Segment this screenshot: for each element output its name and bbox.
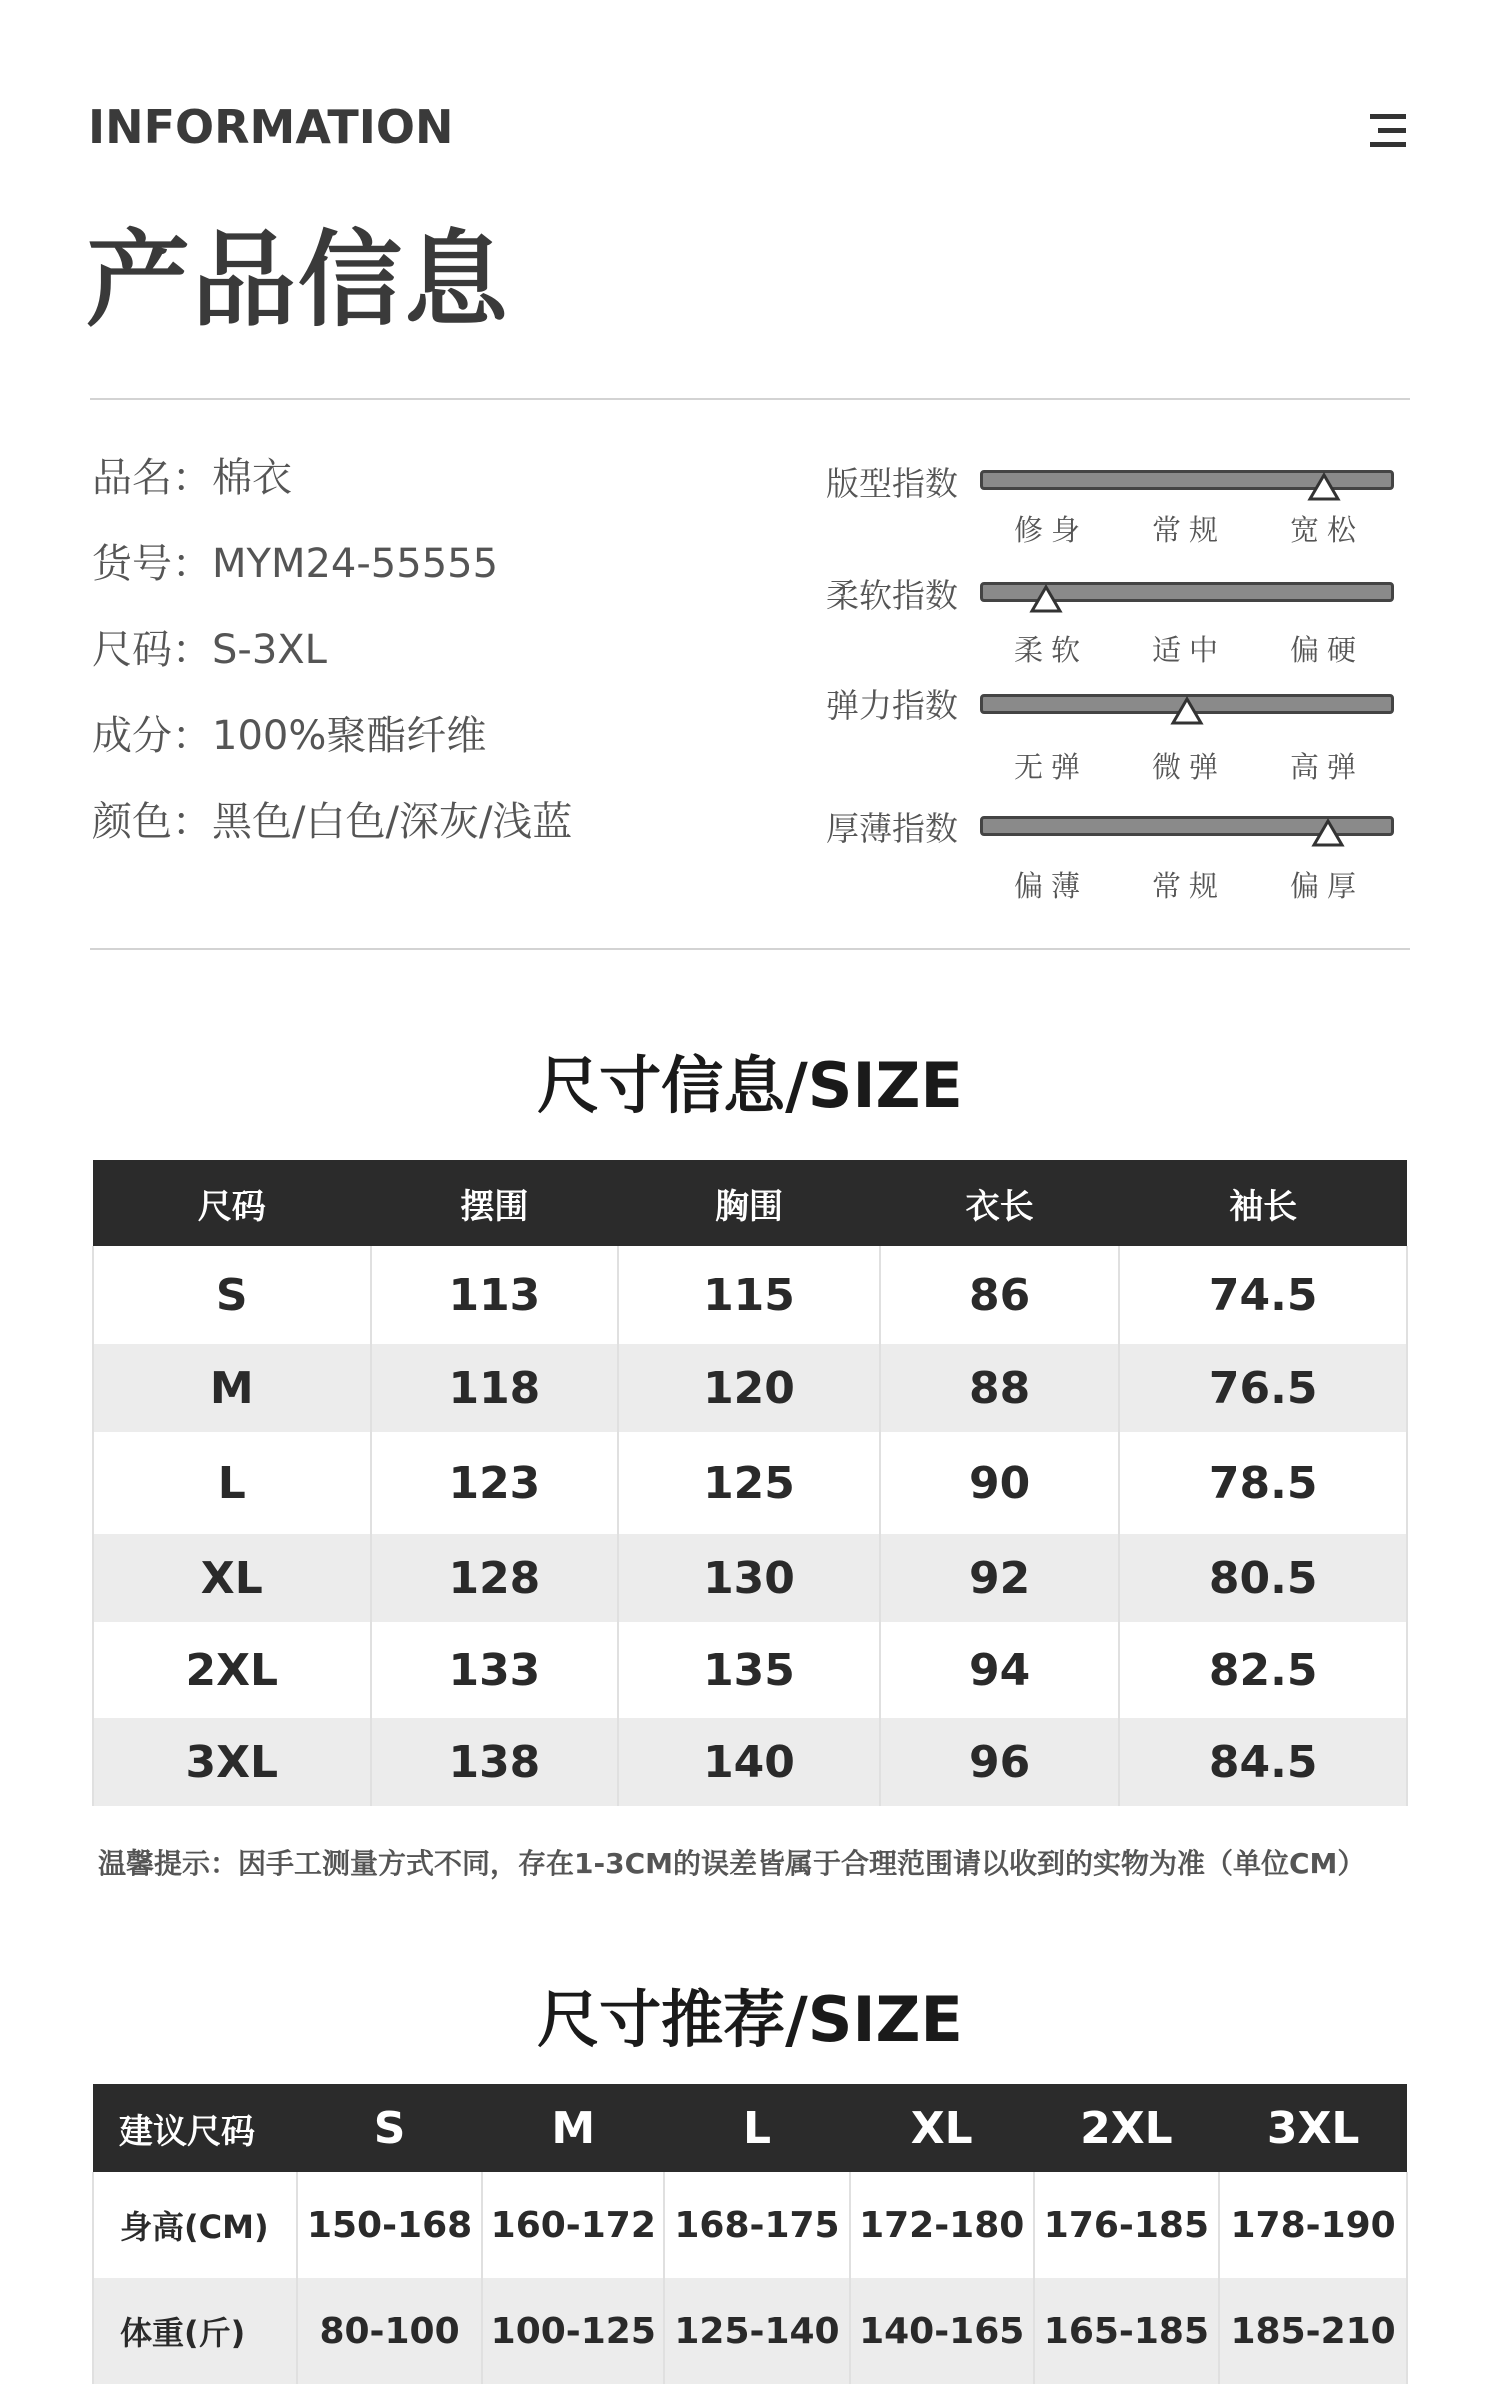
table-cell: 172-180 — [850, 2172, 1034, 2278]
table-cell: 90 — [880, 1432, 1120, 1534]
index-label-elasticity: 弹力指数 — [826, 686, 958, 725]
size-rec-title: 尺寸推荐/SIZE — [537, 1983, 963, 2056]
info-row-name: 品名：棉衣 — [92, 455, 292, 501]
table-cell: 113 — [371, 1246, 619, 1344]
table-cell: 94 — [880, 1622, 1120, 1718]
tick-label: 柔软 — [1014, 633, 1089, 667]
table-header-cell: 2XL — [1034, 2084, 1220, 2172]
info-row-sku: 货号：MYM24-55555 — [92, 541, 499, 587]
tick-label: 微弹 — [1152, 750, 1227, 784]
table-header-cell: 袖长 — [1119, 1160, 1407, 1246]
table-cell: 133 — [371, 1622, 619, 1718]
table-cell: S — [93, 1246, 371, 1344]
index-label-fit: 版型指数 — [826, 464, 958, 503]
size-info-table — [92, 1160, 1408, 1806]
table-header-cell: S — [297, 2084, 483, 2172]
table-cell: L — [93, 1432, 371, 1534]
page-title: 产品信息 — [86, 219, 511, 341]
table-cell: 150-168 — [297, 2172, 483, 2278]
divider-middle — [90, 948, 1410, 950]
table-cell: 140 — [618, 1718, 880, 1806]
tick-label: 高弹 — [1290, 750, 1365, 784]
tick-label: 宽松 — [1290, 513, 1365, 547]
table-cell: 160-172 — [482, 2172, 664, 2278]
table-cell: 74.5 — [1119, 1246, 1407, 1344]
index-marker-shape — [1314, 821, 1342, 845]
table-header-cell: 摆围 — [371, 1160, 619, 1246]
table-row — [93, 1534, 1407, 1622]
index-label-softness: 柔软指数 — [826, 576, 958, 615]
index-marker-shape — [1032, 587, 1060, 611]
table-cell: 92 — [880, 1534, 1120, 1622]
tick-label: 修身 — [1014, 513, 1089, 547]
table-header-cell: 建议尺码 — [93, 2084, 297, 2172]
table-header-row — [93, 2084, 1407, 2172]
table-header-cell: 胸围 — [618, 1160, 880, 1246]
table-cell: 176-185 — [1034, 2172, 1220, 2278]
table-cell: 2XL — [93, 1622, 371, 1718]
table-cell: 76.5 — [1119, 1344, 1407, 1432]
tick-label: 适中 — [1152, 633, 1227, 667]
table-row — [93, 2172, 1407, 2278]
table-cell: M — [93, 1344, 371, 1432]
table-cell: 84.5 — [1119, 1718, 1407, 1806]
table-row-header: 体重(斤) — [93, 2278, 297, 2384]
table-header-cell: 3XL — [1219, 2084, 1407, 2172]
table-cell: 78.5 — [1119, 1432, 1407, 1534]
info-row-color: 颜色：黑色/白色/深灰/浅蓝 — [92, 799, 573, 845]
table-cell: 128 — [371, 1534, 619, 1622]
index-marker-shape — [1310, 475, 1338, 499]
table-cell: 135 — [618, 1622, 880, 1718]
table-cell: 96 — [880, 1718, 1120, 1806]
table-header-cell: L — [664, 2084, 850, 2172]
table-header-row — [93, 1160, 1407, 1246]
info-row-size: 尺码：S-3XL — [92, 627, 327, 673]
table-row — [93, 1718, 1407, 1806]
table-cell: 80.5 — [1119, 1534, 1407, 1622]
table-row — [93, 1622, 1407, 1718]
tick-label: 偏硬 — [1290, 633, 1365, 667]
table-cell: 125-140 — [664, 2278, 850, 2384]
table-cell: 118 — [371, 1344, 619, 1432]
table-cell: 82.5 — [1119, 1622, 1407, 1718]
size-recommend-table — [92, 2084, 1408, 2384]
table-cell: XL — [93, 1534, 371, 1622]
table-cell: 115 — [618, 1246, 880, 1344]
table-header-cell: XL — [850, 2084, 1034, 2172]
table-cell: 165-185 — [1034, 2278, 1220, 2384]
table-header-cell: M — [482, 2084, 664, 2172]
table-row — [93, 1246, 1407, 1344]
index-marker-shape — [1173, 699, 1201, 723]
table-cell: 120 — [618, 1344, 880, 1432]
header-title-en: INFORMATION — [88, 100, 454, 154]
table-cell: 130 — [618, 1534, 880, 1622]
size-info-title: 尺寸信息/SIZE — [537, 1049, 963, 1122]
table-header-cell: 衣长 — [880, 1160, 1120, 1246]
index-label-thickness: 厚薄指数 — [826, 809, 958, 848]
tick-label: 无弹 — [1014, 750, 1089, 784]
tick-label: 偏薄 — [1014, 869, 1089, 903]
table-cell: 86 — [880, 1246, 1120, 1344]
table-cell: 138 — [371, 1718, 619, 1806]
index-marker-triangle — [1307, 472, 1341, 502]
tick-label: 偏厚 — [1290, 869, 1365, 903]
tick-label: 常规 — [1152, 513, 1227, 547]
index-marker-triangle — [1311, 818, 1345, 848]
table-row — [93, 1432, 1407, 1534]
menu-icon[interactable] — [1370, 114, 1406, 148]
table-cell: 80-100 — [297, 2278, 483, 2384]
tick-label: 常规 — [1152, 869, 1227, 903]
table-cell: 140-165 — [850, 2278, 1034, 2384]
table-cell: 178-190 — [1219, 2172, 1407, 2278]
table-header-cell: 尺码 — [93, 1160, 371, 1246]
table-cell: 185-210 — [1219, 2278, 1407, 2384]
table-row-header: 身高(CM) — [93, 2172, 297, 2278]
table-cell: 88 — [880, 1344, 1120, 1432]
index-marker-triangle — [1170, 696, 1204, 726]
table-row — [93, 1344, 1407, 1432]
table-cell: 123 — [371, 1432, 619, 1534]
measurement-tip: 温馨提示：因手工测量方式不同，存在1-3CM的误差皆属于合理范围请以收到的实物为准（单位CM） — [98, 1847, 1366, 1880]
table-cell: 125 — [618, 1432, 880, 1534]
table-cell: 100-125 — [482, 2278, 664, 2384]
divider-top — [90, 398, 1410, 400]
table-cell: 168-175 — [664, 2172, 850, 2278]
info-row-material: 成分：100%聚酯纤维 — [92, 713, 487, 759]
product-info-list — [92, 448, 572, 878]
table-cell: 3XL — [93, 1718, 371, 1806]
table-row — [93, 2278, 1407, 2384]
index-marker-triangle — [1029, 584, 1063, 614]
